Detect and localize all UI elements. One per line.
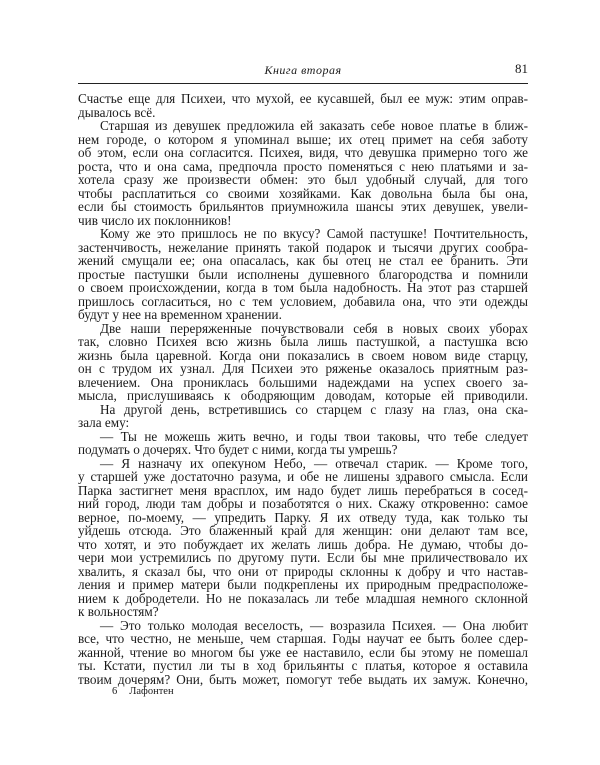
header-rule — [78, 83, 528, 84]
text-line: так, словно Психея всю жизнь была лишь пастушкой, а пастушка всю — [78, 334, 528, 349]
text-line: — Это только молодая веселость, — возразила Психея. — Она любит — [100, 617, 528, 633]
text-line: к вольностям? — [78, 604, 159, 619]
text-line: пришлось согласиться, но с тем условием, добавила она, что эти одежды — [78, 293, 528, 309]
text-line: верное, по-моему, — упредить Парку. Я их отведу туда, как только ты — [78, 509, 528, 525]
body-text — [78, 92, 528, 686]
text-line: чив число их поклонников! — [78, 212, 232, 228]
text-line: если бы стоимость брильянтов приумножила шансы этих девушек, увели- — [78, 199, 528, 214]
text-line: Парка застигнет меня врасплох, им надо будет лишь перебраться в сосед- — [78, 482, 528, 498]
text-line: ты. Кстати, пустил ли ты в ход брильянты с платья, которое я оставила — [78, 658, 528, 673]
text-line: влечением. Она прониклась большими надеждами на успех своего за- — [78, 374, 528, 390]
running-header — [78, 61, 528, 81]
text-line: ний город, люди там добры и позаботятся о них. Скажу откровенно: самое — [78, 496, 528, 511]
text-line: жений смущали ее; она опасалась, как бы отец не стал ее бранить. Эти — [78, 253, 528, 268]
text-line: все, что честно, не меньше, чем старшая. Годы научат ее быть более сдер- — [78, 631, 528, 646]
text-line: он с трудом их узнал. Для Психеи это ряженье оказалось приятным раз- — [78, 361, 528, 376]
text-line: На другой день, встретившись со старцем с глазу на глаз, она ска- — [100, 401, 528, 417]
text-line: хвалить, я сказал бы, что они от природы склонны к добру и что настав- — [78, 563, 528, 579]
text-line: — Я назначу их опекуном Небо, — отвечал старик. — Кроме того, — [100, 455, 528, 471]
text-line: Счастье еще для Психеи, что мухой, ее кусавшей, был ее муж: этим оправ- — [78, 91, 528, 106]
text-line: уйдешь отсюда. Это блаженный край для женщин: они делают там все, — [78, 523, 528, 538]
text-line: нем городе, о котором я упоминал выше; их отец примет на себя заботу — [78, 131, 528, 147]
text-line: у старшей уже достаточно разума, и обе не лишены здравого смысла. Если — [78, 469, 528, 484]
text-line: чтобы расплатиться со своими хозяйками. Как довольна была бы она, — [78, 185, 528, 201]
text-line: дывалось всё. — [78, 104, 156, 120]
text-line: хотела сразу же произвести обмен: это был удобный случай, для того — [78, 172, 528, 187]
text-line: будут у нее на временном хранении. — [78, 307, 282, 322]
text-line: подумать о дочерях. Что будет с ними, когда ты умрешь? — [78, 442, 398, 457]
text-line: Старшая из девушек предложила ей заказать себе новое платье в ближ- — [100, 118, 528, 133]
text-line: жанной, чтение во многом бы уже ее наставило, если бы этому не помешал — [78, 644, 528, 660]
text-line: чери мои устремились по другому пути. Если бы мне приличествовало их — [78, 550, 528, 565]
text-line: об этом, если она согласится. Психея, видя, что девушка примерно того же — [78, 145, 528, 160]
text-line: мысла, прислушиваясь к ободряющим доводам, которые ей приводили. — [78, 388, 528, 403]
page-number: 81 — [515, 61, 528, 76]
signature-mark — [112, 686, 186, 697]
running-title: Книга вторая — [264, 63, 342, 77]
signature-number: 6 — [112, 686, 118, 697]
text-line: зала ему: — [78, 415, 130, 430]
text-line: — Ты не можешь жить вечно, и годы твои таковы, что тебе следует — [100, 428, 528, 444]
text-line: жизнь была царевной. Когда они показались в своем новом виде старцу, — [78, 347, 528, 363]
text-line: что хотят, и это побуждает их желать лишь добра. Не думаю, чтобы до- — [78, 536, 528, 552]
text-line: о своем происхождении, когда в том была надобность. На этот раз старшей — [78, 280, 528, 295]
text-line: ления и пример матери были подкреплены их природным предрасположе- — [78, 577, 528, 592]
text-line: нием к добродетели. Но не показалась ли тебе младшая немного склонной — [78, 590, 528, 606]
text-line: Кому же это пришлось не по вкусу? Самой пастушке! Почтительность, — [100, 226, 528, 241]
text-line: твоим дочерям? Они, быть может, помогут тебе выдать их замуж. Конечно, — [78, 671, 528, 687]
text-line: простые пастушки были исполнены душевного благородства и помнили — [78, 266, 528, 282]
text-line: роста, что и она сама, предпочла просто поменяться с нею платьями и за- — [78, 158, 528, 174]
signature-author: Лафонтен — [129, 686, 174, 697]
text-line: Две наши переряженные почувствовали себя в новых своих уборах — [100, 320, 528, 336]
text-line: застенчивость, нежелание принять такой подарок и тысячи других сообра- — [78, 239, 528, 255]
